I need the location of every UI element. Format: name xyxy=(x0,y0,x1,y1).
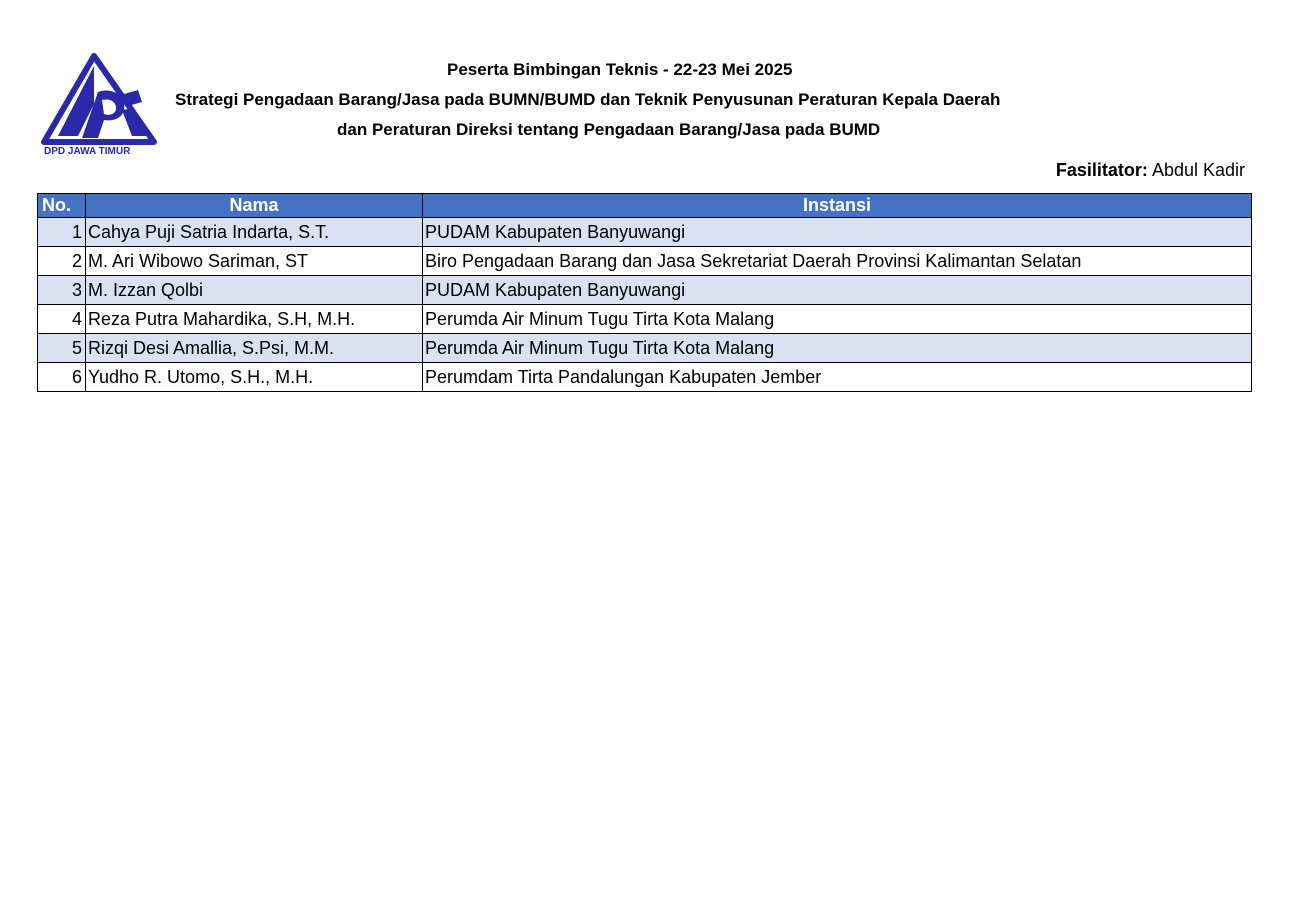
document-title: Peserta Bimbingan Teknis - 22-23 Mei 2025 xyxy=(447,60,793,79)
table-row xyxy=(38,334,1252,363)
table-row xyxy=(38,363,1252,392)
cell-no: 4 xyxy=(38,305,86,334)
cell-instansi: Perumda Air Minum Tugu Tirta Kota Malang xyxy=(423,334,1252,363)
cell-nama: Cahya Puji Satria Indarta, S.T. xyxy=(86,218,423,247)
cell-no: 1 xyxy=(38,218,86,247)
cell-nama: Rizqi Desi Amallia, S.Psi, M.M. xyxy=(86,334,423,363)
cell-instansi: Biro Pengadaan Barang dan Jasa Sekretariat Daerah Provinsi Kalimantan Selatan xyxy=(423,247,1252,276)
cell-nama: M. Ari Wibowo Sariman, ST xyxy=(86,247,423,276)
cell-no: 2 xyxy=(38,247,86,276)
cell-instansi: PUDAM Kabupaten Banyuwangi xyxy=(423,276,1252,305)
table-row xyxy=(38,305,1252,334)
table-row xyxy=(38,218,1252,247)
cell-no: 6 xyxy=(38,363,86,392)
cell-no: 3 xyxy=(38,276,86,305)
participant-table xyxy=(37,193,1252,392)
document-subtitle-line2: dan Peraturan Direksi tentang Pengadaan Barang/Jasa pada BUMD xyxy=(337,120,881,139)
organization-logo xyxy=(38,52,160,158)
table-row xyxy=(38,247,1252,276)
document-subtitle-line1: Strategi Pengadaan Barang/Jasa pada BUMN/BUMD dan Teknik Penyusunan Peraturan Kepala Daerah xyxy=(175,90,1001,109)
cell-instansi: PUDAM Kabupaten Banyuwangi xyxy=(423,218,1252,247)
cell-instansi: Perumda Air Minum Tugu Tirta Kota Malang xyxy=(423,305,1252,334)
cell-no: 5 xyxy=(38,334,86,363)
logo-caption: DPD JAWA TIMUR xyxy=(44,146,131,157)
cell-nama: M. Izzan Qolbi xyxy=(86,276,423,305)
table-header-row xyxy=(38,194,1252,218)
cell-nama: Reza Putra Mahardika, S.H, M.H. xyxy=(86,305,423,334)
facilitator xyxy=(1056,158,1245,182)
column-header-no: No. xyxy=(38,194,86,218)
facilitator-label: Fasilitator: xyxy=(1055,160,1148,180)
column-header-instansi: Instansi xyxy=(423,194,1252,218)
facilitator-name: Abdul Kadir xyxy=(1151,160,1245,180)
column-header-nama: Nama xyxy=(86,194,423,218)
cell-instansi: Perumdam Tirta Pandalungan Kabupaten Jember xyxy=(423,363,1252,392)
cell-nama: Yudho R. Utomo, S.H., M.H. xyxy=(86,363,423,392)
table-row xyxy=(38,276,1252,305)
